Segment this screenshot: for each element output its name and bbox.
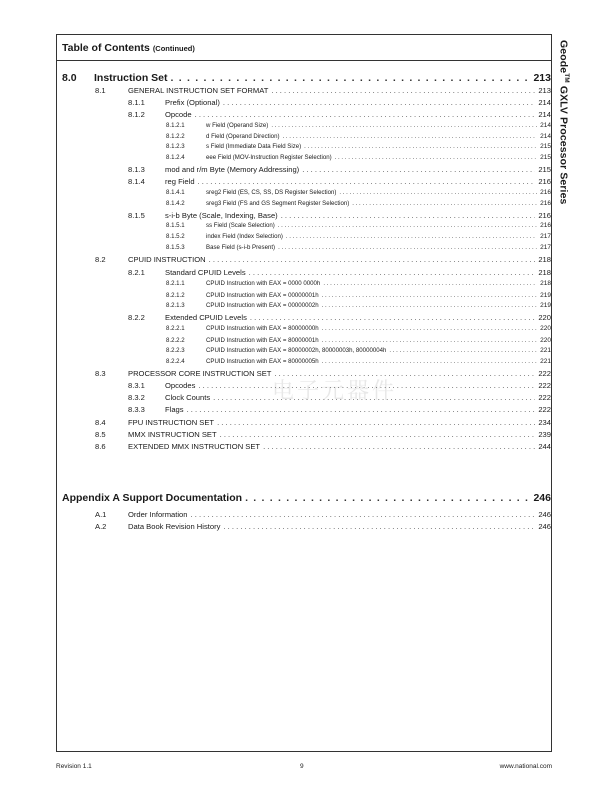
toc-dot-leader <box>187 405 536 414</box>
toc-entry-title: PROCESSOR CORE INSTRUCTION SET <box>128 369 272 378</box>
toc-entry-number: 8.1 <box>95 86 106 95</box>
toc-entry[interactable] <box>0 313 611 322</box>
toc-entry-page: 246 <box>538 510 551 519</box>
toc-entry[interactable] <box>0 110 611 119</box>
toc-entry-number: 8.1.5.1 <box>166 222 185 229</box>
toc-entry-page: 218 <box>538 255 551 264</box>
title-divider <box>56 60 552 61</box>
sidebar-product: GXLV Processor Series <box>557 85 570 205</box>
toc-entry-number: 8.3.1 <box>128 381 145 390</box>
toc-entry-number: 8.2.2.2 <box>166 337 185 344</box>
toc-dot-leader <box>198 177 536 186</box>
toc-entry-page: 246 <box>538 522 551 531</box>
toc-entry[interactable] <box>0 347 611 354</box>
footer-url: www.national.com <box>499 763 552 770</box>
toc-entry-page: 234 <box>538 418 551 427</box>
toc-dot-leader <box>335 154 537 161</box>
toc-dot-leader <box>286 233 537 240</box>
toc-entry-title: index Field (Index Selection) <box>206 233 283 240</box>
toc-entry-page: 216 <box>540 189 551 196</box>
toc-entry-page: 215 <box>540 143 551 150</box>
toc-entry-number: 8.1.4.1 <box>166 189 185 196</box>
toc-entry[interactable] <box>0 522 611 531</box>
toc-entry-title: Opcode <box>165 110 192 119</box>
toc-entry-page: 215 <box>538 165 551 174</box>
page-title <box>62 42 195 54</box>
toc-entry[interactable] <box>0 189 611 196</box>
toc-entry[interactable] <box>0 222 611 229</box>
toc-dot-leader <box>274 369 535 378</box>
toc-dot-leader <box>209 255 536 264</box>
toc-entry-page: 214 <box>538 98 551 107</box>
toc-entry-title: sreg2 Field (ES, CS, SS, DS Register Selection) <box>206 189 337 196</box>
toc-dot-leader <box>245 492 530 504</box>
toc-entry-number: 8.5 <box>95 430 106 439</box>
toc-entry-number: 8.1.5 <box>128 211 145 220</box>
toc-dot-leader <box>195 110 536 119</box>
toc-entry[interactable] <box>0 86 611 95</box>
toc-dot-leader <box>271 86 535 95</box>
toc-entry-page: 219 <box>540 292 551 299</box>
toc-dot-leader <box>322 358 538 365</box>
toc-dot-leader <box>263 442 535 451</box>
toc-dot-leader <box>352 200 537 207</box>
toc-entry-page: 219 <box>540 302 551 309</box>
toc-entry-title: Data Book Revision History <box>128 522 221 531</box>
toc-entry-page: 220 <box>540 325 551 332</box>
toc-dot-leader <box>217 418 535 427</box>
watermark: 电子元器件 <box>272 378 398 403</box>
toc-entry[interactable] <box>0 393 611 402</box>
toc-entry-page: 214 <box>540 133 551 140</box>
toc-entry-number: 8.3 <box>95 369 106 378</box>
toc-entry-number: 8.1.5.3 <box>166 244 185 251</box>
toc-dot-leader <box>278 222 537 229</box>
toc-entry-title: FPU INSTRUCTION SET <box>128 418 215 427</box>
toc-entry-title: CPUID Instruction with EAX = 80000000h <box>206 325 319 332</box>
toc-entry[interactable] <box>0 492 611 504</box>
toc-entry-title: d Field (Operand Direction) <box>206 133 280 140</box>
toc-entry-title: s-i-b Byte (Scale, Indexing, Base) <box>165 211 278 220</box>
toc-entry[interactable] <box>0 233 611 240</box>
toc-entry-title: Base Field (s-i-b Present) <box>206 244 276 251</box>
toc-entry-page: 218 <box>538 268 551 277</box>
toc-entry-page: 221 <box>540 347 551 354</box>
toc-dot-leader <box>281 211 536 220</box>
toc-entry-page: 217 <box>540 233 551 240</box>
toc-entry-page: 216 <box>540 222 551 229</box>
toc-entry-title: CPUID Instruction with EAX = 0000 0000h <box>206 280 321 287</box>
toc-entry-number: 8.2.1.2 <box>166 292 185 299</box>
toc-entry-title: s Field (Immediate Data Field Size) <box>206 143 302 150</box>
toc-entry[interactable] <box>0 154 611 161</box>
toc-entry[interactable] <box>0 302 611 309</box>
toc-entry-page: 221 <box>540 358 551 365</box>
toc-entry-page: 220 <box>540 337 551 344</box>
toc-entry-number: 8.2.2 <box>128 313 145 322</box>
toc-entry[interactable] <box>0 255 611 264</box>
toc-entry[interactable] <box>0 292 611 299</box>
toc-entry-number: 8.1.2.3 <box>166 143 185 150</box>
toc-entry-number: 8.2.1 <box>128 268 145 277</box>
toc-entry-title: w Field (Operand Size) <box>206 122 269 129</box>
toc-entry-number: 8.2.2.1 <box>166 325 185 332</box>
toc-entry-title: mod and r/m Byte (Memory Addressing) <box>165 165 300 174</box>
toc-dot-leader <box>339 189 537 196</box>
toc-entry-title: Instruction Set <box>94 72 168 84</box>
toc-entry-number: 8.4 <box>95 418 106 427</box>
toc-entry[interactable] <box>0 200 611 207</box>
toc-dot-leader <box>322 292 538 299</box>
toc-dot-leader <box>322 325 538 332</box>
toc-entry[interactable] <box>0 325 611 332</box>
toc-entry-page: 213 <box>538 86 551 95</box>
toc-entry-title: Opcodes <box>165 381 196 390</box>
sidebar-trademark: TM <box>563 73 570 83</box>
toc-entry[interactable] <box>0 358 611 365</box>
toc-entry-title: CPUID INSTRUCTION <box>128 255 206 264</box>
toc-dot-leader <box>198 381 535 390</box>
toc-entry[interactable] <box>0 165 611 174</box>
toc-entry-title: Order Information <box>128 510 188 519</box>
toc-entry-number: 8.0 <box>62 72 77 84</box>
toc-title-text: Table of Contents <box>62 42 150 54</box>
toc-entry-page: 216 <box>540 200 551 207</box>
toc-entry-page: 216 <box>538 177 551 186</box>
toc-entry[interactable] <box>0 442 611 451</box>
toc-dot-leader <box>322 302 538 309</box>
footer-page-number: 9 <box>300 763 304 770</box>
toc-entry[interactable] <box>0 177 611 186</box>
toc-dot-leader <box>249 268 536 277</box>
toc-entry[interactable] <box>0 337 611 344</box>
toc-entry-number: 8.3.2 <box>128 393 145 402</box>
toc-entry-title: ss Field (Scale Selection) <box>206 222 275 229</box>
toc-entry-title: CPUID Instruction with EAX = 80000001h <box>206 337 319 344</box>
toc-entry-page: 222 <box>538 369 551 378</box>
toc-dot-leader <box>223 522 535 531</box>
toc-entry-number: 8.2.1.1 <box>166 280 185 287</box>
toc-entry-title: eee Field (MOV-Instruction Register Selection) <box>206 154 332 161</box>
toc-dot-leader <box>278 244 537 251</box>
toc-entry-title: sreg3 Field (FS and GS Segment Register Selection) <box>206 200 350 207</box>
toc-entry[interactable] <box>0 72 611 84</box>
toc-dot-leader <box>220 430 536 439</box>
toc-entry-page: 222 <box>538 381 551 390</box>
toc-dot-leader <box>223 98 535 107</box>
toc-dot-leader <box>250 313 535 322</box>
toc-entry[interactable] <box>0 143 611 150</box>
toc-entry-number: 8.3.3 <box>128 405 145 414</box>
toc-entry-number: 8.1.1 <box>128 98 145 107</box>
toc-entry[interactable] <box>0 122 611 129</box>
toc-entry[interactable] <box>0 405 611 414</box>
toc-dot-leader <box>304 143 537 150</box>
toc-entry-page: 246 <box>533 492 551 504</box>
toc-entry[interactable] <box>0 244 611 251</box>
toc-title-suffix: (Continued) <box>152 44 195 53</box>
toc-entry[interactable] <box>0 98 611 107</box>
sidebar-brand: Geode <box>557 40 570 74</box>
toc-entry-page: 215 <box>540 154 551 161</box>
toc-entry-title: Prefix (Optional) <box>165 98 220 107</box>
toc-entry-page: 218 <box>540 280 551 287</box>
toc-dot-leader <box>213 393 535 402</box>
toc-entry-page: 244 <box>538 442 551 451</box>
toc-entry-number: 8.1.4.2 <box>166 200 185 207</box>
toc-entry-number: 8.1.2.1 <box>166 122 185 129</box>
toc-entry-number: 8.1.2.2 <box>166 133 185 140</box>
toc-entry-title: CPUID Instruction with EAX = 00000002h <box>206 302 319 309</box>
toc-entry-page: 222 <box>538 393 551 402</box>
toc-dot-leader <box>302 165 535 174</box>
toc-entry-page: 214 <box>540 122 551 129</box>
toc-entry-page: 214 <box>538 110 551 119</box>
toc-entry-number: A.1 <box>95 510 107 519</box>
toc-entry-title: Appendix A Support Documentation <box>62 492 243 504</box>
toc-entry[interactable] <box>0 280 611 287</box>
toc-entry-page: 217 <box>540 244 551 251</box>
footer-revision: Revision 1.1 <box>56 763 92 770</box>
toc-entry-title: CPUID Instruction with EAX = 80000002h, 80000003h, 80000004h <box>206 347 387 354</box>
toc-dot-leader <box>191 510 536 519</box>
toc-entry-title: GENERAL INSTRUCTION SET FORMAT <box>128 86 269 95</box>
toc-entry-number: 8.2.2.4 <box>166 358 185 365</box>
toc-entry-title: CPUID Instruction with EAX = 00000001h <box>206 292 319 299</box>
toc-entry-page: 213 <box>533 72 551 84</box>
toc-entry-number: 8.1.2.4 <box>166 154 185 161</box>
toc-entry-page: 216 <box>538 211 551 220</box>
toc-entry[interactable] <box>0 381 611 390</box>
toc-entry-number: 8.2.2.3 <box>166 347 185 354</box>
toc-entry-number: 8.1.2 <box>128 110 145 119</box>
toc-entry-number: 8.2.1.3 <box>166 302 185 309</box>
toc-entry-page: 220 <box>538 313 551 322</box>
toc-entry[interactable] <box>0 510 611 519</box>
toc-dot-leader <box>389 347 537 354</box>
toc-entry-number: 8.1.4 <box>128 177 145 186</box>
toc-entry-title: Clock Counts <box>165 393 211 402</box>
toc-entry-title: MMX INSTRUCTION SET <box>128 430 217 439</box>
toc-entry-number: A.2 <box>95 522 107 531</box>
toc-entry-title: Flags <box>165 405 184 414</box>
toc-dot-leader <box>322 337 538 344</box>
toc-entry-number: 8.1.5.2 <box>166 233 185 240</box>
toc-entry-number: 8.2 <box>95 255 106 264</box>
toc-entry[interactable] <box>0 430 611 439</box>
toc-entry-page: 222 <box>538 405 551 414</box>
toc-entry[interactable] <box>0 268 611 277</box>
toc-dot-leader <box>171 72 531 84</box>
toc-entry-title: CPUID Instruction with EAX = 80000005h <box>206 358 319 365</box>
toc-entry-number: 8.6 <box>95 442 106 451</box>
toc-dot-leader <box>271 122 537 129</box>
toc-entry[interactable] <box>0 133 611 140</box>
toc-entry[interactable] <box>0 369 611 378</box>
toc-entry-number: 8.1.3 <box>128 165 145 174</box>
toc-entry-title: reg Field <box>165 177 195 186</box>
toc-entry-title: Extended CPUID Levels <box>165 313 247 322</box>
toc-entry[interactable] <box>0 211 611 220</box>
toc-dot-leader <box>323 280 537 287</box>
toc-dot-leader <box>283 133 538 140</box>
toc-entry[interactable] <box>0 418 611 427</box>
toc-entry-page: 239 <box>538 430 551 439</box>
toc-entry-title: Standard CPUID Levels <box>165 268 246 277</box>
toc-entry-title: EXTENDED MMX INSTRUCTION SET <box>128 442 261 451</box>
